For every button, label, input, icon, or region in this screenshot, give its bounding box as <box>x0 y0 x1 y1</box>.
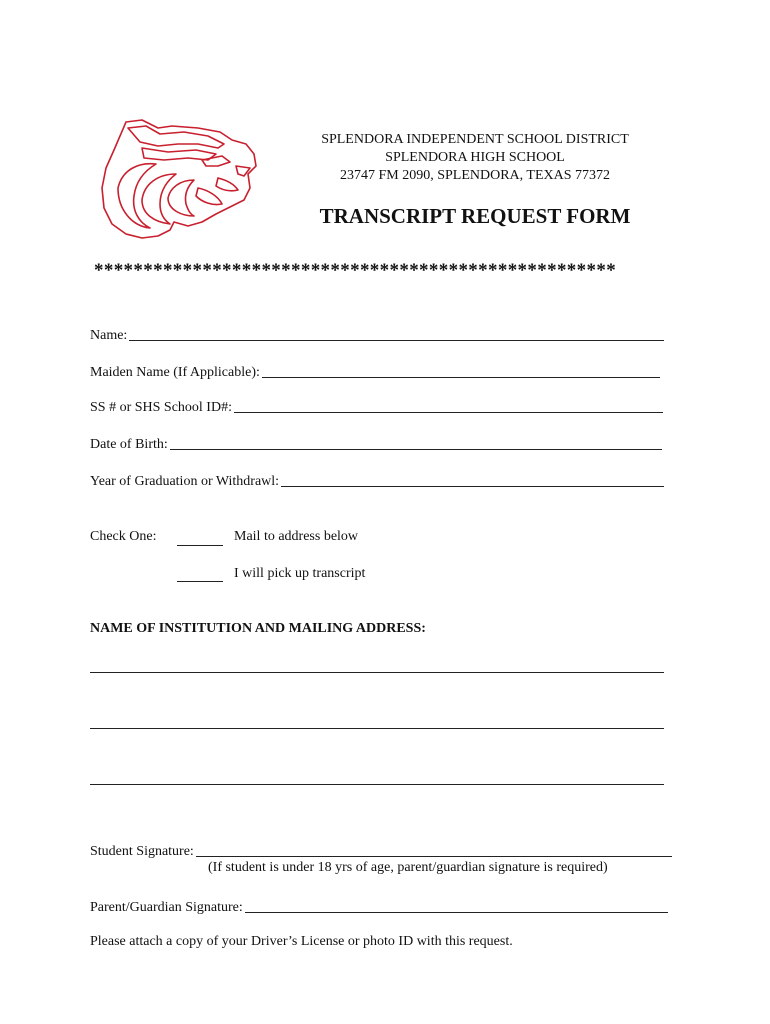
grad-year-label: Year of Graduation or Withdrawl: <box>90 474 280 489</box>
name-label: Name: <box>90 328 128 343</box>
pickup-option-label: I will pick up transcript <box>234 566 366 581</box>
student-signature-field[interactable] <box>90 842 672 862</box>
id-attach-note: Please attach a copy of your Driver’s License or photo ID with this request. <box>90 934 513 949</box>
pickup-option-blank[interactable] <box>177 567 223 582</box>
institution-heading: NAME OF INSTITUTION AND MAILING ADDRESS: <box>90 621 426 636</box>
district-name: SPLENDORA INDEPENDENT SCHOOL DISTRICT <box>321 132 629 147</box>
school-name: SPLENDORA HIGH SCHOOL <box>385 150 565 165</box>
school-address: 23747 FM 2090, SPLENDORA, TEXAS 77372 <box>339 168 611 183</box>
guardian-note: (If student is under 18 yrs of age, parent/guardian signature is required) <box>208 860 608 875</box>
ssn-id-line[interactable] <box>234 398 663 413</box>
dob-line[interactable] <box>170 435 662 450</box>
maiden-name-field[interactable] <box>90 363 660 383</box>
parent-signature-line[interactable] <box>245 898 668 913</box>
name-field[interactable] <box>90 326 664 346</box>
ssn-id-field[interactable] <box>90 398 663 418</box>
parent-signature-label: Parent/Guardian Signature: <box>90 900 243 915</box>
name-line[interactable] <box>129 326 664 341</box>
ssn-id-label: SS # or SHS School ID#: <box>90 400 232 415</box>
address-line-1[interactable] <box>90 672 664 673</box>
student-signature-label: Student Signature: <box>90 844 194 859</box>
address-line-2[interactable] <box>90 728 664 729</box>
form-title: TRANSCRIPT REQUEST FORM <box>319 204 631 228</box>
grad-year-field[interactable] <box>90 472 664 492</box>
parent-signature-field[interactable] <box>90 898 668 918</box>
student-signature-line[interactable] <box>196 842 672 857</box>
wildcat-head-icon <box>98 118 260 240</box>
star-separator: ***************************************************** <box>94 260 617 281</box>
address-line-3[interactable] <box>90 784 664 785</box>
dob-label: Date of Birth: <box>90 437 168 452</box>
dob-field[interactable] <box>90 435 662 455</box>
check-one-label: Check One: <box>90 529 157 544</box>
mail-option-label: Mail to address below <box>234 529 359 544</box>
mail-option-blank[interactable] <box>177 531 223 546</box>
maiden-name-label: Maiden Name (If Applicable): <box>90 365 260 380</box>
grad-year-line[interactable] <box>281 472 664 487</box>
maiden-name-line[interactable] <box>262 363 660 378</box>
